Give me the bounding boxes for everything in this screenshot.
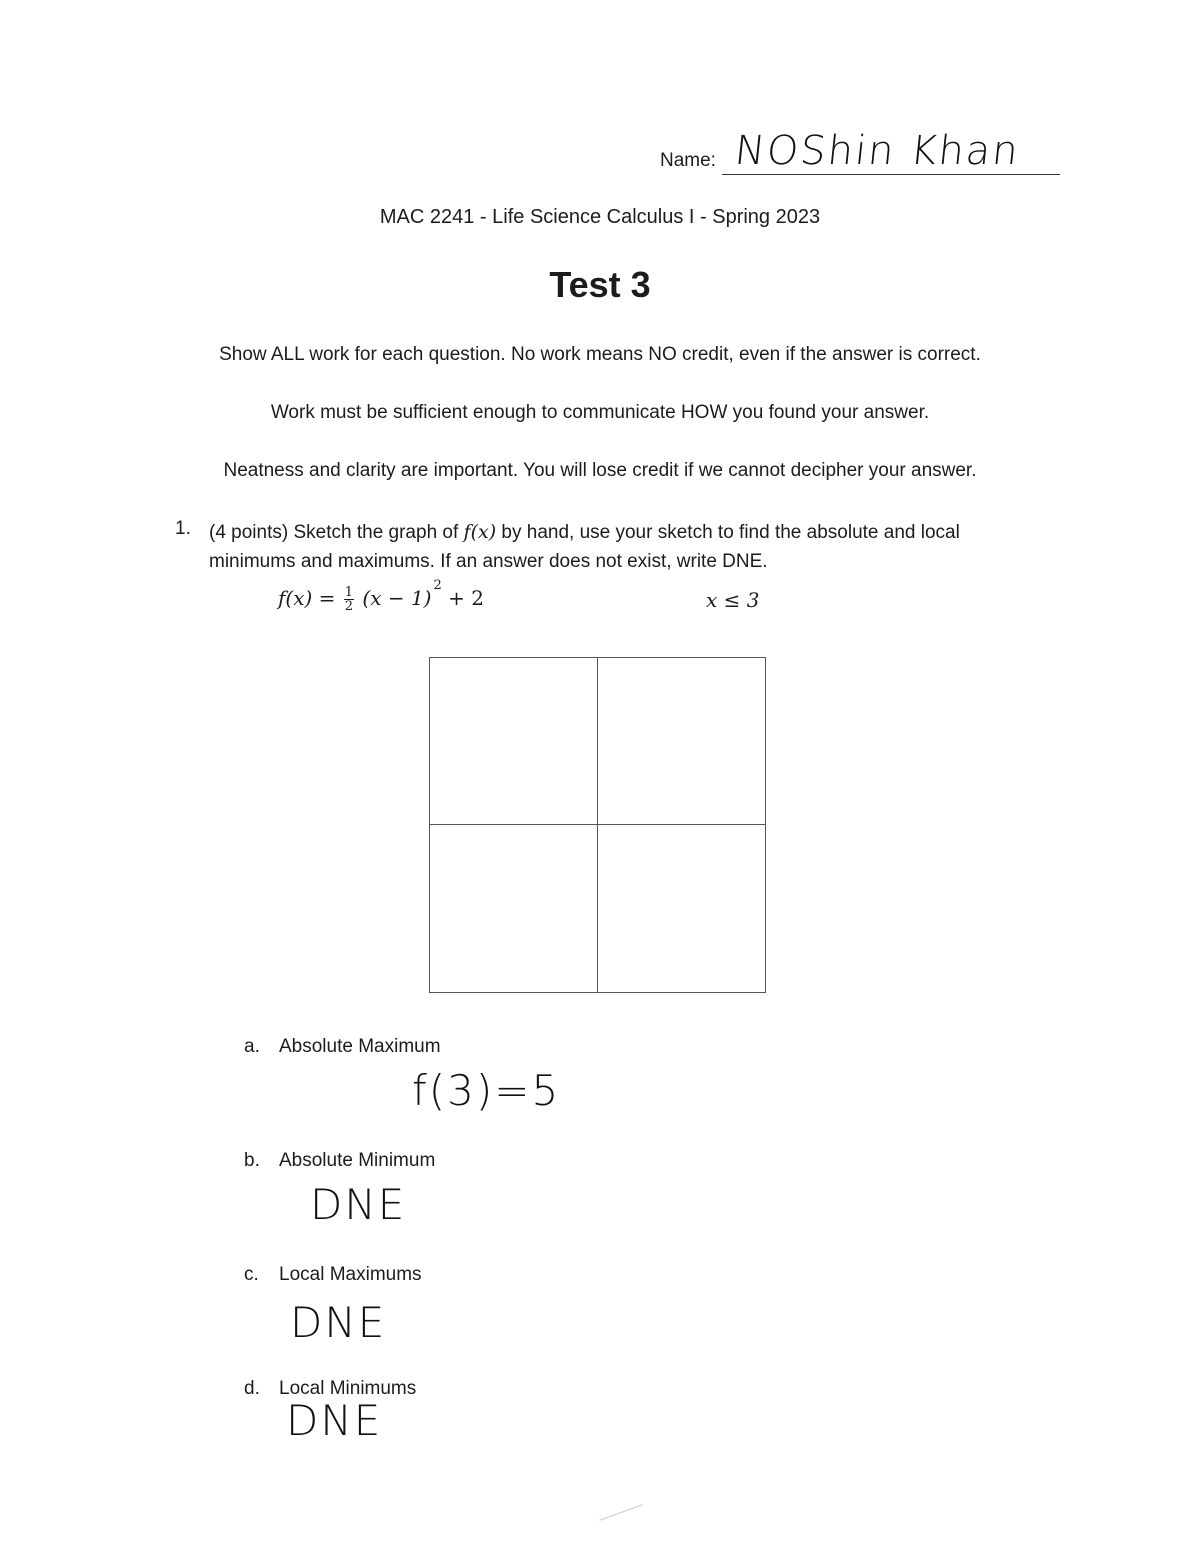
name-underline <box>722 174 1060 175</box>
function-domain: x ≤ 3 <box>706 588 760 612</box>
test-title: Test 3 <box>549 264 651 305</box>
fraction-one-half <box>344 586 354 613</box>
formula-body: (x − 1) <box>362 586 432 610</box>
part-b-answer: DNE <box>310 1180 407 1229</box>
name-label: Name: <box>660 150 716 171</box>
question-number: 1. <box>175 518 191 539</box>
fraction-numerator: 1 <box>344 585 354 600</box>
instruction-line: Work must be sufficient enough to communicate HOW you found your answer. <box>270 402 930 423</box>
instruction-line: Neatness and clarity are important. You will lose credit if we cannot decipher your answer. <box>223 460 977 481</box>
instruction-line: Show ALL work for each question. No work means NO credit, even if the answer is correct. <box>219 344 981 365</box>
part-b-letter: b. <box>244 1150 260 1171</box>
formula-tail: + 2 <box>448 586 484 610</box>
student-name: NOShin Khan <box>732 128 1023 174</box>
question-text-part2: by hand, use your sketch to find the absolute and local minimums and maximums. If an answer does not exist, write DNE. <box>209 522 960 572</box>
question-text <box>209 518 1049 576</box>
formula-exponent: 2 <box>433 578 442 593</box>
grid-y-axis <box>597 657 598 993</box>
part-a-answer: f(3)=5 <box>412 1066 561 1115</box>
scan-mark <box>599 1504 643 1521</box>
part-d-label: Local Minimums <box>279 1378 417 1399</box>
grid-x-axis <box>429 824 766 825</box>
function-name: f(x) <box>463 521 497 543</box>
part-c-letter: c. <box>244 1264 259 1285</box>
course-title: MAC 2241 - Life Science Calculus I - Spring 2023 <box>379 206 821 228</box>
formula-lhs: f(x) = <box>278 586 336 610</box>
part-d-letter: d. <box>244 1378 260 1399</box>
function-formula <box>278 578 484 614</box>
part-d-answer: DNE <box>286 1396 383 1445</box>
part-c-label: Local Maximums <box>279 1264 422 1285</box>
fraction-denominator: 2 <box>344 599 354 614</box>
part-b-label: Absolute Minimum <box>279 1150 436 1171</box>
part-a-letter: a. <box>244 1036 260 1057</box>
part-a-label: Absolute Maximum <box>279 1036 441 1057</box>
part-c-answer: DNE <box>290 1298 387 1347</box>
question-text-part1: (4 points) Sketch the graph of <box>209 522 459 543</box>
